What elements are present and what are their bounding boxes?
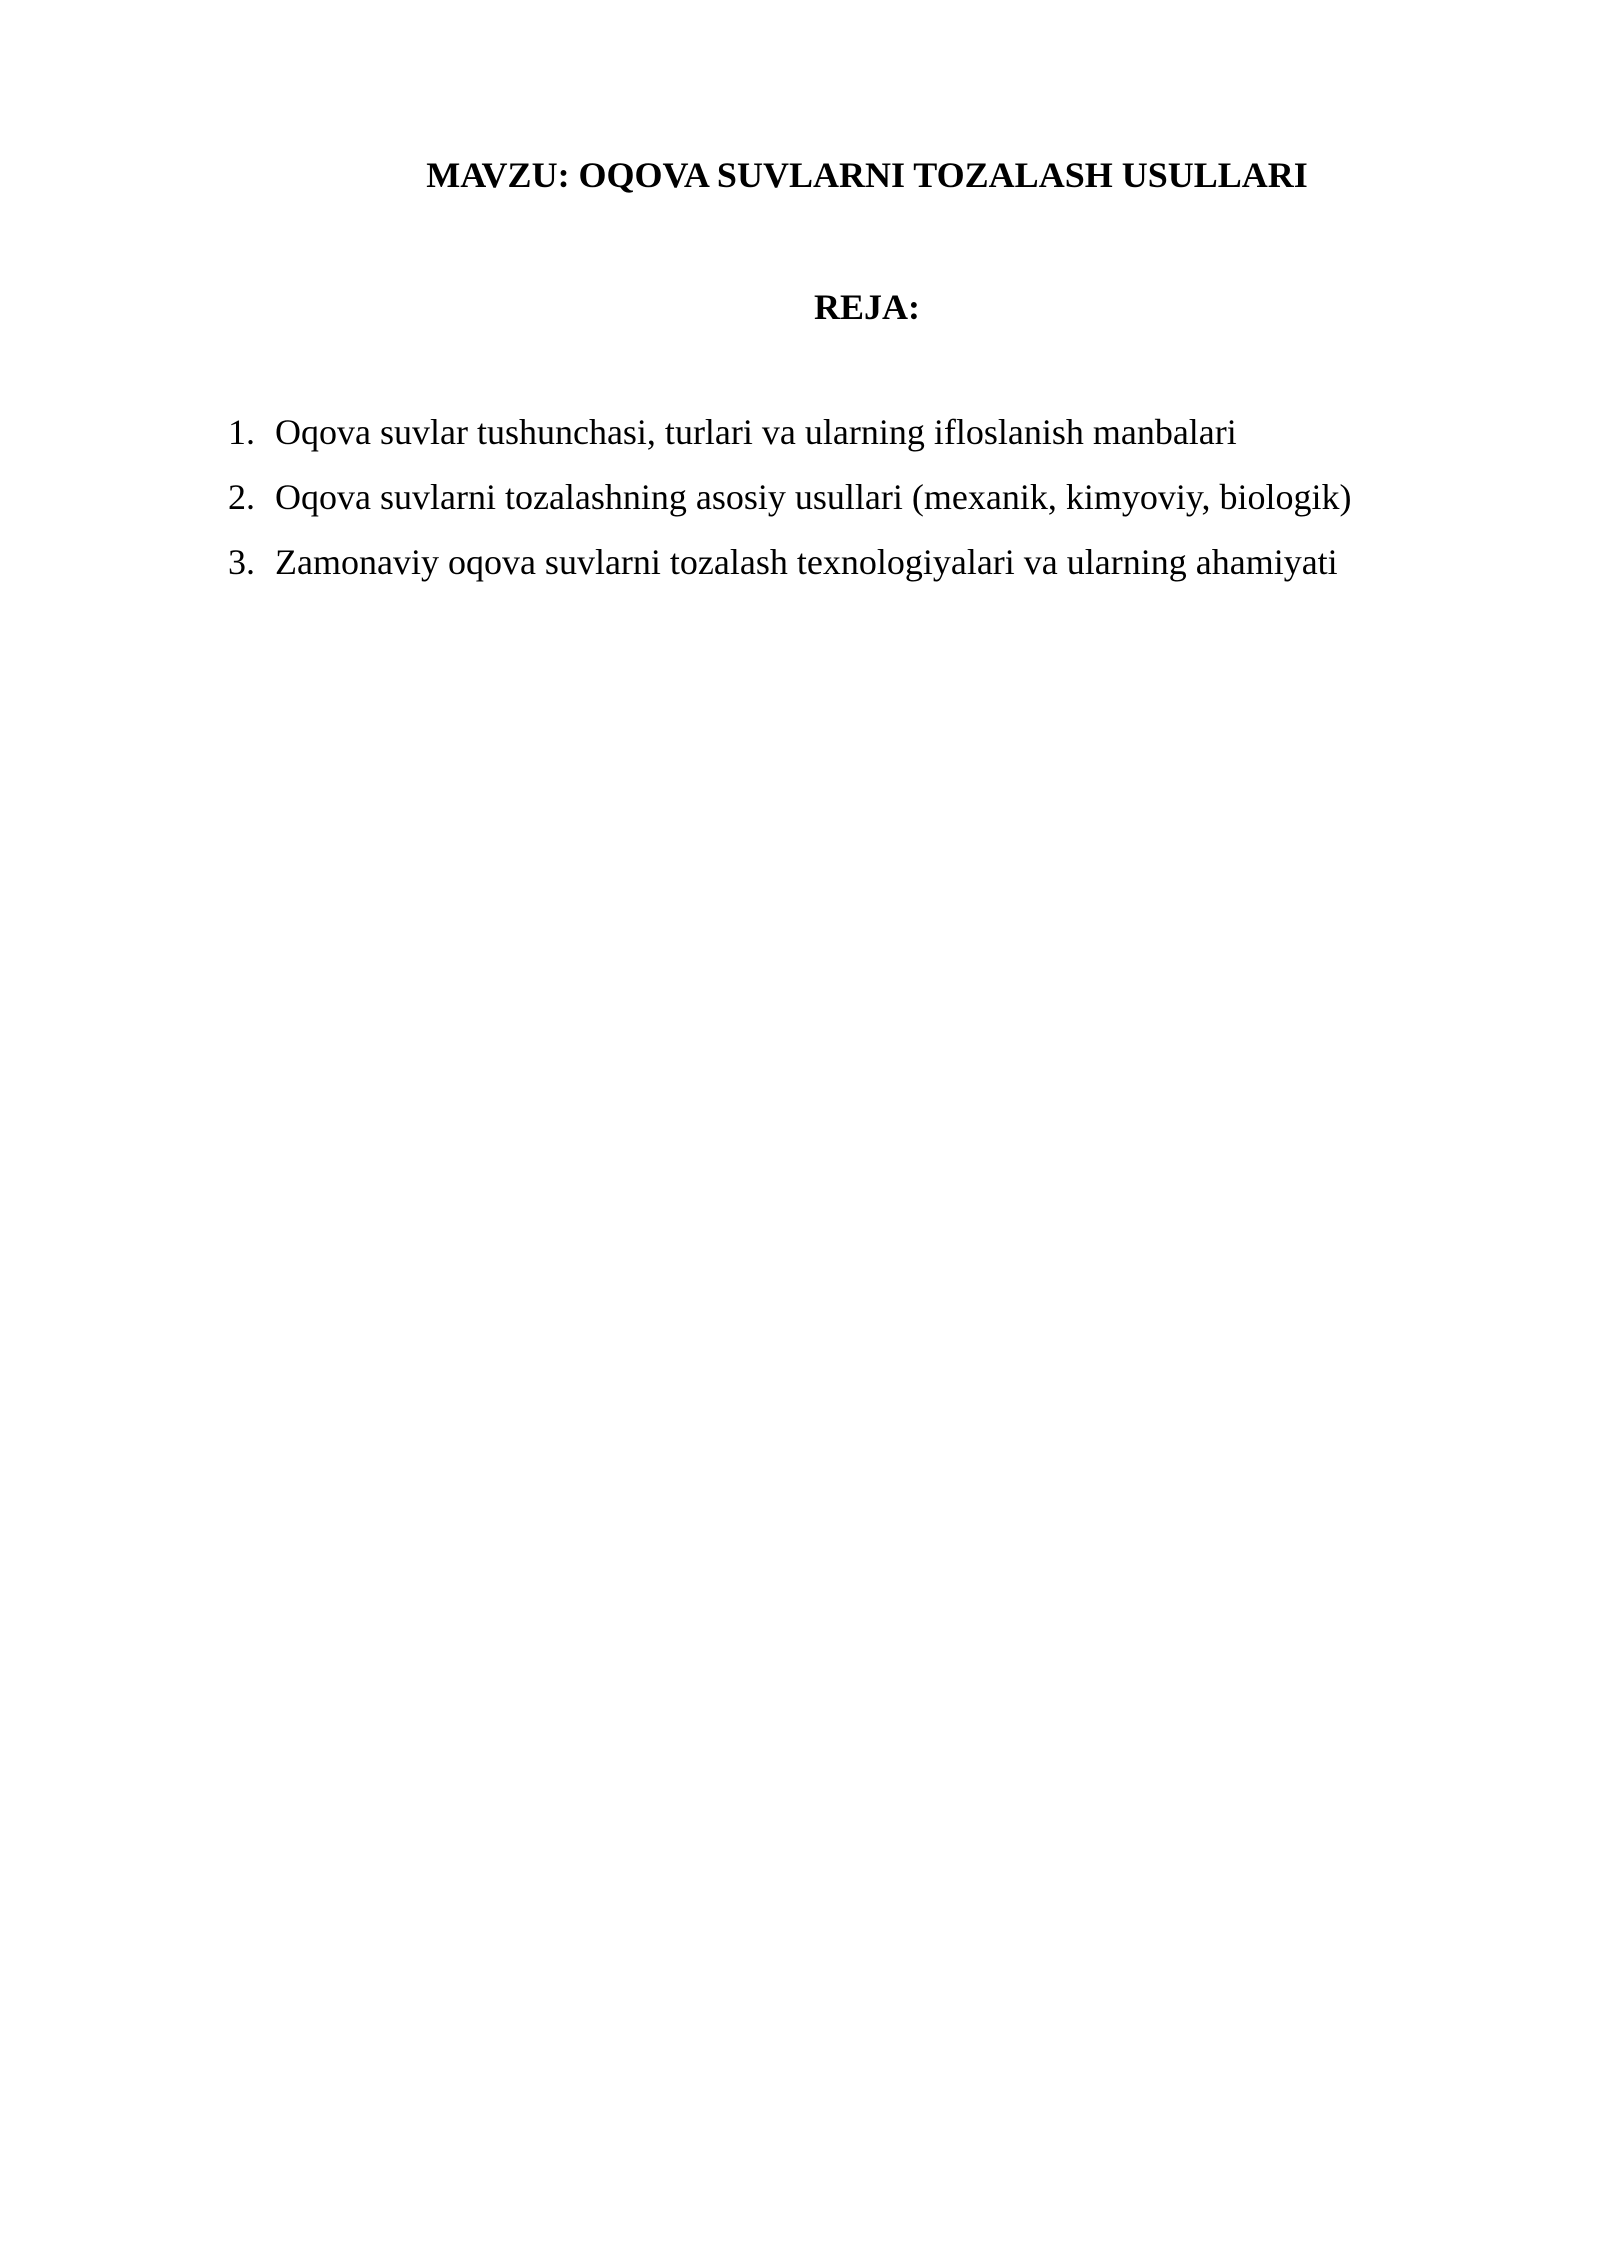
plan-item-number: 1. (228, 412, 255, 452)
plan-heading: REJA: (814, 287, 920, 327)
plan-item-text: Zamonaviy oqova suvlarni tozalash texnologiyalari va ularning ahamiyati (275, 542, 1338, 582)
plan-item-number: 2. (228, 477, 255, 517)
plan-item-text: Oqova suvlar tushunchasi, turlari va ularning ifloslanish manbalari (275, 412, 1237, 452)
plan-item-number: 3. (228, 542, 255, 582)
document-title: MAVZU: OQOVA SUVLARNI TOZALASH USULLARI (426, 155, 1308, 195)
plan-item-text: Oqova suvlarni tozalashning asosiy usullari (mexanik, kimyoviy, biologik) (275, 477, 1352, 517)
